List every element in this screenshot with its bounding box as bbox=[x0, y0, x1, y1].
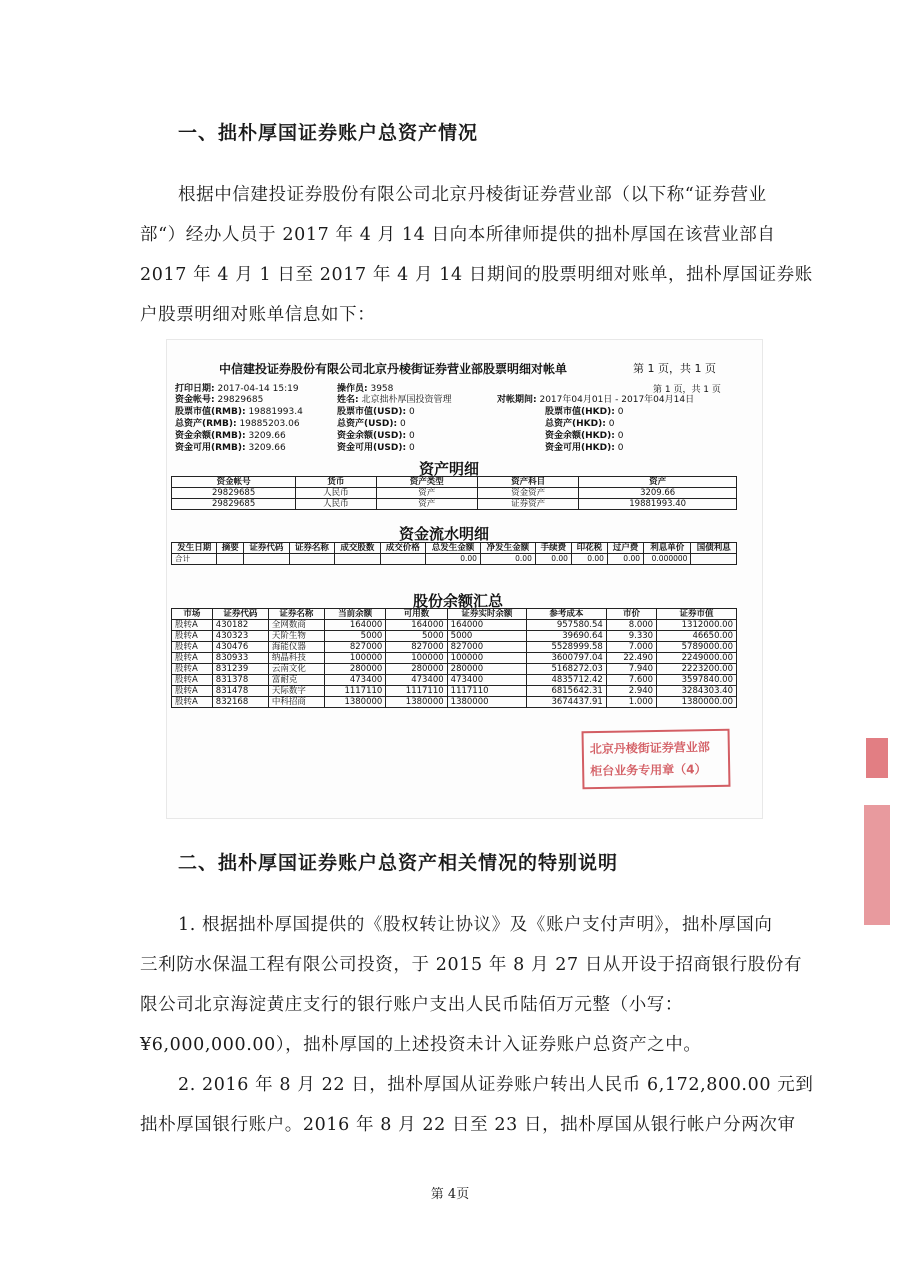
table-cell: 7.940 bbox=[606, 664, 656, 675]
info-stock-rmb: 股票市值(RMB): 19881993.4 bbox=[175, 407, 303, 417]
table-cell: 1312000.00 bbox=[657, 620, 737, 631]
table-header: 摘要 bbox=[217, 543, 244, 554]
table-header: 可用数 bbox=[386, 609, 447, 620]
table-header: 国债利息 bbox=[691, 543, 737, 554]
para2-line4: ¥6,000,000.00），拙朴厚国的上述投资未计入证券账户总资产之中。 bbox=[140, 1035, 702, 1055]
table-cell: 3674437.91 bbox=[527, 697, 607, 708]
info-stock-usd: 股票市值(USD): 0 bbox=[337, 407, 415, 417]
table-cell bbox=[217, 554, 244, 565]
table-cell: 0.00 bbox=[480, 554, 535, 565]
flow-total-row bbox=[172, 554, 737, 565]
holdings-table bbox=[171, 608, 737, 708]
table-header: 资产科目 bbox=[477, 477, 578, 488]
table-row bbox=[172, 488, 737, 499]
table-cell: 0.00 bbox=[571, 554, 607, 565]
table-header: 货币 bbox=[296, 477, 376, 488]
seam-seal-fragment bbox=[866, 738, 888, 778]
seam-seal-fragment bbox=[864, 805, 890, 925]
table-cell: 1380000 bbox=[386, 697, 447, 708]
statement-page-label: 第 1 页，共 1 页 bbox=[633, 362, 716, 375]
statement-page-label-small: 第 1 页，共 1 页 bbox=[653, 385, 721, 395]
info-total-usd: 总资产(USD): 0 bbox=[337, 419, 406, 429]
table-header: 资金帐号 bbox=[172, 477, 296, 488]
table-cell: 云南文化 bbox=[268, 664, 324, 675]
table-header: 资产 bbox=[579, 477, 737, 488]
para2-line3: 限公司北京海淀黄庄支行的银行账户支出人民币陆佰万元整（小写： bbox=[140, 995, 683, 1015]
asset-section-title: 资产明细 bbox=[419, 460, 480, 478]
table-header: 总发生金额 bbox=[426, 543, 481, 554]
table-cell: 1117110 bbox=[447, 686, 526, 697]
table-row bbox=[172, 620, 737, 631]
table-cell: 29829685 bbox=[172, 499, 296, 510]
table-row bbox=[172, 642, 737, 653]
statement-title: 中信建投证券股份有限公司北京丹棱街证券营业部股票明细对帐单 bbox=[219, 362, 568, 376]
table-cell: 831378 bbox=[212, 675, 268, 686]
table-cell: 1380000 bbox=[324, 697, 385, 708]
table-cell: 股转A bbox=[172, 642, 213, 653]
section2-title: 二、拙朴厚国证券账户总资产相关情况的特别说明 bbox=[178, 852, 619, 874]
table-cell: 430323 bbox=[212, 631, 268, 642]
table-cell: 1117110 bbox=[324, 686, 385, 697]
table-header: 证券代码 bbox=[212, 609, 268, 620]
table-cell: 1117110 bbox=[386, 686, 447, 697]
table-header: 发生日期 bbox=[172, 543, 217, 554]
table-cell: 人民币 bbox=[296, 488, 376, 499]
table-cell: 2.940 bbox=[606, 686, 656, 697]
page-number: 第 4页 bbox=[430, 1187, 470, 1202]
table-cell: 0.000000 bbox=[644, 554, 691, 565]
table-cell: 164000 bbox=[386, 620, 447, 631]
table-cell: 164000 bbox=[447, 620, 526, 631]
table-cell: 0.00 bbox=[535, 554, 571, 565]
asset-header-row bbox=[172, 477, 737, 488]
table-cell: 280000 bbox=[324, 664, 385, 675]
table-cell: 5000 bbox=[386, 631, 447, 642]
table-cell: 39690.64 bbox=[527, 631, 607, 642]
table-cell: 100000 bbox=[447, 653, 526, 664]
table-cell: 100000 bbox=[386, 653, 447, 664]
table-cell: 3284303.40 bbox=[657, 686, 737, 697]
info-available-rmb: 资金可用(RMB): 3209.66 bbox=[175, 443, 286, 453]
asset-table bbox=[171, 476, 737, 510]
table-header: 印花税 bbox=[571, 543, 607, 554]
para2-line1: 1. 根据拙朴厚国提供的《股权转让协议》及《账户支付声明》，拙朴厚国向 bbox=[178, 915, 773, 935]
table-cell: 280000 bbox=[447, 664, 526, 675]
table-cell: 0.00 bbox=[426, 554, 481, 565]
section1-title: 一、拙朴厚国证券账户总资产情况 bbox=[178, 122, 479, 144]
info-operator: 操作员: 3958 bbox=[337, 384, 394, 394]
table-cell bbox=[691, 554, 737, 565]
table-cell: 全网数商 bbox=[268, 620, 324, 631]
info-balance-rmb: 资金余额(RMB): 3209.66 bbox=[175, 431, 286, 441]
table-cell: 0.00 bbox=[607, 554, 643, 565]
para1-line1: 根据中信建投证券股份有限公司北京丹棱街证券营业部（以下称“证券营业 bbox=[178, 185, 767, 205]
table-cell: 100000 bbox=[324, 653, 385, 664]
table-cell: 29829685 bbox=[172, 488, 296, 499]
flow-section-title: 资金流水明细 bbox=[399, 525, 490, 543]
table-cell: 天阶生物 bbox=[268, 631, 324, 642]
table-cell: 1.000 bbox=[606, 697, 656, 708]
info-account: 资金帐号: 29829685 bbox=[175, 395, 264, 405]
table-cell: 473400 bbox=[386, 675, 447, 686]
table-cell: 3209.66 bbox=[579, 488, 737, 499]
para1-line3: 2017 年 4 月 1 日至 2017 年 4 月 14 日期间的股票明细对账单，拙朴厚国证券账 bbox=[140, 265, 813, 285]
para1-line2: 部“）经办人员于 2017 年 4 月 14 日向本所律师提供的拙朴厚国在该营业部自 bbox=[140, 225, 776, 245]
table-cell: 3597840.00 bbox=[657, 675, 737, 686]
table-cell: 8.000 bbox=[606, 620, 656, 631]
table-cell: 纳晶科技 bbox=[268, 653, 324, 664]
para3-line2: 拙朴厚国银行账户。2016 年 8 月 22 日至 23 日，拙朴厚国从银行帐户分两次审 bbox=[140, 1115, 796, 1135]
table-cell: 天际数字 bbox=[268, 686, 324, 697]
holdings-section-title: 股份余额汇总 bbox=[413, 592, 504, 610]
table-cell: 19881993.40 bbox=[579, 499, 737, 510]
table-cell: 22.490 bbox=[606, 653, 656, 664]
table-row bbox=[172, 664, 737, 675]
info-name: 姓名: 北京拙朴厚国投资管理 bbox=[337, 395, 452, 405]
table-cell: 5168272.03 bbox=[527, 664, 607, 675]
table-cell: 830933 bbox=[212, 653, 268, 664]
table-header: 市场 bbox=[172, 609, 213, 620]
table-cell: 7.600 bbox=[606, 675, 656, 686]
info-total-hkd: 总资产(HKD): 0 bbox=[545, 419, 615, 429]
table-cell: 资金资产 bbox=[477, 488, 578, 499]
table-header: 证券市值 bbox=[657, 609, 737, 620]
table-row bbox=[172, 653, 737, 664]
table-header: 资产类型 bbox=[376, 477, 477, 488]
table-cell: 827000 bbox=[447, 642, 526, 653]
table-cell: 中科招商 bbox=[268, 697, 324, 708]
table-header: 净发生金额 bbox=[480, 543, 535, 554]
table-cell: 2223200.00 bbox=[657, 664, 737, 675]
table-cell: 164000 bbox=[324, 620, 385, 631]
stamp-line2: 柜台业务专用章（4） bbox=[590, 762, 707, 779]
info-balance-hkd: 资金余额(HKD): 0 bbox=[545, 431, 624, 441]
table-cell bbox=[335, 554, 380, 565]
flow-table bbox=[171, 542, 737, 565]
table-cell: 473400 bbox=[447, 675, 526, 686]
holdings-header-row bbox=[172, 609, 737, 620]
table-row bbox=[172, 686, 737, 697]
table-cell: 资产 bbox=[376, 499, 477, 510]
table-cell: 股转A bbox=[172, 653, 213, 664]
info-available-hkd: 资金可用(HKD): 0 bbox=[545, 443, 624, 453]
table-cell bbox=[380, 554, 425, 565]
table-cell: 股转A bbox=[172, 675, 213, 686]
table-cell: 831239 bbox=[212, 664, 268, 675]
table-cell: 430476 bbox=[212, 642, 268, 653]
table-cell bbox=[289, 554, 334, 565]
table-row bbox=[172, 631, 737, 642]
para1-line4: 户股票明细对账单信息如下： bbox=[140, 305, 376, 325]
table-cell: 海能仪器 bbox=[268, 642, 324, 653]
table-header: 过户费 bbox=[607, 543, 643, 554]
table-cell: 827000 bbox=[324, 642, 385, 653]
table-cell: 证券资产 bbox=[477, 499, 578, 510]
table-cell: 富耐克 bbox=[268, 675, 324, 686]
table-cell: 股转A bbox=[172, 620, 213, 631]
table-cell: 股转A bbox=[172, 631, 213, 642]
table-cell: 2249000.00 bbox=[657, 653, 737, 664]
table-cell: 资产 bbox=[376, 488, 477, 499]
table-row bbox=[172, 675, 737, 686]
table-cell: 831478 bbox=[212, 686, 268, 697]
table-header: 证券名称 bbox=[268, 609, 324, 620]
para2-line2: 三利防水保温工程有限公司投资，于 2015 年 8 月 27 日从开设于招商银行股份有 bbox=[140, 955, 803, 975]
table-row bbox=[172, 697, 737, 708]
info-total-rmb: 总资产(RMB): 19885203.06 bbox=[175, 419, 300, 429]
info-stock-hkd: 股票市值(HKD): 0 bbox=[545, 407, 624, 417]
table-cell: 5000 bbox=[324, 631, 385, 642]
table-cell: 473400 bbox=[324, 675, 385, 686]
table-cell: 人民币 bbox=[296, 499, 376, 510]
table-header: 证券实时余额 bbox=[447, 609, 526, 620]
table-cell: 5000 bbox=[447, 631, 526, 642]
table-cell: 5789000.00 bbox=[657, 642, 737, 653]
stamp-line1: 北京丹棱街证券营业部 bbox=[589, 740, 710, 757]
table-cell: 1380000 bbox=[447, 697, 526, 708]
table-cell: 股转A bbox=[172, 664, 213, 675]
info-available-usd: 资金可用(USD): 0 bbox=[337, 443, 415, 453]
table-cell: 6815642.31 bbox=[527, 686, 607, 697]
red-seal-stamp bbox=[582, 729, 731, 790]
table-cell: 5528999.58 bbox=[527, 642, 607, 653]
table-cell: 1380000.00 bbox=[657, 697, 737, 708]
info-print-date: 打印日期: 2017-04-14 15:19 bbox=[175, 384, 299, 394]
table-header: 证券名称 bbox=[289, 543, 334, 554]
table-header: 利息单价 bbox=[644, 543, 691, 554]
table-header: 成交股数 bbox=[335, 543, 380, 554]
table-header: 成交价格 bbox=[380, 543, 425, 554]
table-cell: 832168 bbox=[212, 697, 268, 708]
table-row bbox=[172, 499, 737, 510]
table-cell: 7.000 bbox=[606, 642, 656, 653]
para3-line1: 2. 2016 年 8 月 22 日，拙朴厚国从证券账户转出人民币 6,172,800.00 元到 bbox=[178, 1075, 814, 1095]
info-balance-usd: 资金余额(USD): 0 bbox=[337, 431, 415, 441]
table-cell: 827000 bbox=[386, 642, 447, 653]
table-header: 手续费 bbox=[535, 543, 571, 554]
table-cell: 股转A bbox=[172, 697, 213, 708]
table-cell: 430182 bbox=[212, 620, 268, 631]
table-cell: 9.330 bbox=[606, 631, 656, 642]
table-header: 参考成本 bbox=[527, 609, 607, 620]
info-period: 对帐期间: 2017年04月01日 - 2017年04月14日 bbox=[497, 395, 695, 405]
table-cell: 957580.54 bbox=[527, 620, 607, 631]
table-header: 证券代码 bbox=[244, 543, 289, 554]
table-cell: 股转A bbox=[172, 686, 213, 697]
table-cell bbox=[244, 554, 289, 565]
table-cell: 4835712.42 bbox=[527, 675, 607, 686]
table-cell: 合计 bbox=[172, 554, 217, 565]
table-header: 市价 bbox=[606, 609, 656, 620]
table-cell: 280000 bbox=[386, 664, 447, 675]
table-header: 当前余额 bbox=[324, 609, 385, 620]
table-cell: 3600797.04 bbox=[527, 653, 607, 664]
flow-header-row bbox=[172, 543, 737, 554]
table-cell: 46650.00 bbox=[657, 631, 737, 642]
